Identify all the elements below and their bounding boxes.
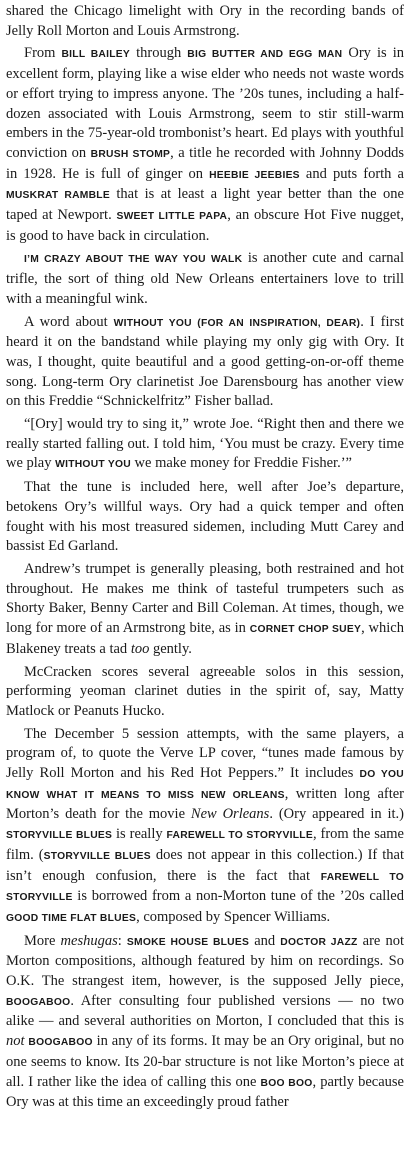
body-text: . (Ory appeared in it.) bbox=[269, 806, 405, 823]
body-text: A word about bbox=[24, 313, 114, 330]
song-title: BOOGABOO bbox=[28, 1037, 93, 1049]
body-text: shared the Chicago limelight with Ory in the recording bands of Jelly Roll Morton and Louis Armstrong. bbox=[6, 3, 404, 39]
paragraph bbox=[6, 478, 404, 557]
song-title: BOO BOO bbox=[260, 1077, 313, 1089]
song-title: SWEET LITTLE PAPA bbox=[116, 211, 228, 223]
paragraph bbox=[6, 663, 404, 722]
song-title: STORYVILLE BLUES bbox=[6, 830, 113, 842]
paragraph bbox=[6, 725, 404, 929]
italic-text: not bbox=[6, 1033, 25, 1050]
body-text: is borrowed from a non-Morton tune of the ’20s called bbox=[72, 888, 404, 905]
body-text: is another cute and carnal trifle, the sort of thing old New Orleans entertainers love to trill with a meaningful wink. bbox=[6, 250, 404, 307]
italic-text: too bbox=[130, 640, 150, 657]
body-text: Ory is in excellent form, playing like a wise elder who needs not waste words or effort trying to impress anyone. The ’20s tunes, including a half-dozen associated with Louis Armstrong, seem to stir still-warm embers in the 75-year-old trombonist’s heart. Ed plays with youthful conviction on bbox=[6, 45, 405, 161]
body-text: , partly because Ory was at this time an exceedingly proud father bbox=[6, 1073, 404, 1111]
body-text: through bbox=[130, 45, 188, 62]
body-text: that is at least a light year better than the one taped at Newport. bbox=[6, 186, 404, 224]
song-title: BRUSH STOMP bbox=[90, 148, 171, 160]
paragraph bbox=[6, 415, 404, 475]
body-text: , composed by Spencer Williams. bbox=[136, 908, 331, 925]
song-title: FAREWELL TO STORYVILLE bbox=[6, 871, 404, 904]
body-text: Andrew’s trumpet is generally pleasing, both restrained and hot throughout. He makes me think of tasteful trumpeters such as Shorty Baker, Benny Carter and Bill Coleman. At times, though, we long for more of an Armstrong bite, as in bbox=[6, 560, 404, 637]
body-text: More bbox=[24, 932, 61, 949]
body-text: , from the same film. ( bbox=[6, 826, 404, 863]
song-title: BOOGABOO bbox=[6, 996, 71, 1008]
body-text: McCracken scores several agreeable solos in this session, performing yeoman clarinet duties in the spirit of, say, Matty Matlock or Peanuts Hucko. bbox=[6, 663, 404, 719]
song-title: STORYVILLE BLUES bbox=[43, 850, 151, 862]
body-text: in any of its forms. It may be an Ory original, but no one seems to know. Its 20-bar structure is not like Morton’s piece at all. I rather like the idea of calling this one bbox=[6, 1033, 404, 1090]
body-text: From bbox=[24, 45, 62, 62]
paragraph bbox=[6, 249, 404, 309]
body-text: : bbox=[117, 932, 127, 949]
song-title: SMOKE HOUSE BLUES bbox=[126, 936, 250, 948]
body-text: The December 5 session attempts, with the same players, a program of, to quote the Verve LP cover, “tunes made famous by Jelly Roll Morton and his Red Hot Peppers.” It includes bbox=[6, 725, 404, 782]
body-text: are not Morton compositions, although featured by him on recordings. So O.K. The strangest item, however, is the supposed Jelly piece, bbox=[6, 932, 404, 990]
body-text: , an obscure Hot Five nugget, is good to have back in circulation. bbox=[6, 207, 404, 244]
song-title: BILL BAILEY bbox=[61, 49, 131, 61]
song-title: WITHOUT YOU (FOR AN INSPIRATION, DEAR) bbox=[113, 317, 361, 329]
paragraph bbox=[6, 560, 404, 660]
paragraph bbox=[6, 313, 404, 413]
song-title: BIG BUTTER AND EGG MAN bbox=[187, 49, 343, 61]
song-title: MUSKRAT RAMBLE bbox=[6, 190, 110, 202]
body-text: and bbox=[249, 932, 281, 949]
body-text: is really bbox=[112, 826, 167, 843]
paragraph bbox=[6, 2, 404, 41]
body-text: That the tune is included here, well after Joe’s departure, betokens Ory’s willful ways. Ory had a quick temper and often fought with his most treasured sidemen, including Mutt Carey and bassist Ed Garland. bbox=[6, 479, 404, 555]
body-text: and puts forth a bbox=[299, 165, 404, 182]
song-title: DO YOU KNOW WHAT IT MEANS TO MISS NEW ORLEANS bbox=[6, 769, 404, 801]
body-text: , written long after Morton’s death for the movie bbox=[6, 785, 404, 823]
body-text: , which Blakeney treats a tad bbox=[6, 620, 404, 657]
body-text: , a title he recorded with Johnny Dodds in 1928. He is full of ginger on bbox=[6, 144, 404, 182]
body-text: “[Ory] would try to sing it,” wrote Joe. “Right then and there we really started falling out. I told him, ‘You must be crazy. Every time we play bbox=[6, 416, 404, 472]
body-text: . I first heard it on the bandstand while playing my only gig with Ory. It was, I thought, quite beautiful and a good getting-on-or-off theme song. Long-term Ory clarinetist Joe Darensbourg has another view on this Freddie “Schnickelfritz” Fisher ballad. bbox=[6, 313, 404, 410]
song-title: CORNET CHOP SUEY bbox=[249, 624, 362, 636]
body-text: does not appear in this collection.) If that isn’t enough confusion, there is the fact that bbox=[6, 846, 404, 884]
song-title: GOOD TIME FLAT BLUES bbox=[6, 912, 137, 924]
song-title: I’M CRAZY ABOUT THE WAY YOU WALK bbox=[24, 254, 243, 266]
paragraph bbox=[6, 44, 404, 246]
body-text: gently. bbox=[149, 640, 192, 657]
song-title: HEEBIE JEEBIES bbox=[209, 169, 300, 181]
body-text: we make money for Freddie Fisher.’” bbox=[130, 455, 352, 472]
italic-text: meshugas bbox=[60, 932, 118, 949]
body-text: . After consulting four published versions — no two alike — and several authorities on Morton, I concluded that this is bbox=[6, 992, 404, 1030]
italic-text: New Orleans bbox=[190, 806, 270, 823]
song-title: FAREWELL TO STORYVILLE bbox=[166, 830, 313, 842]
song-title: WITHOUT YOU bbox=[55, 459, 131, 471]
paragraph bbox=[6, 932, 404, 1113]
song-title: DOCTOR JAZZ bbox=[280, 936, 358, 948]
